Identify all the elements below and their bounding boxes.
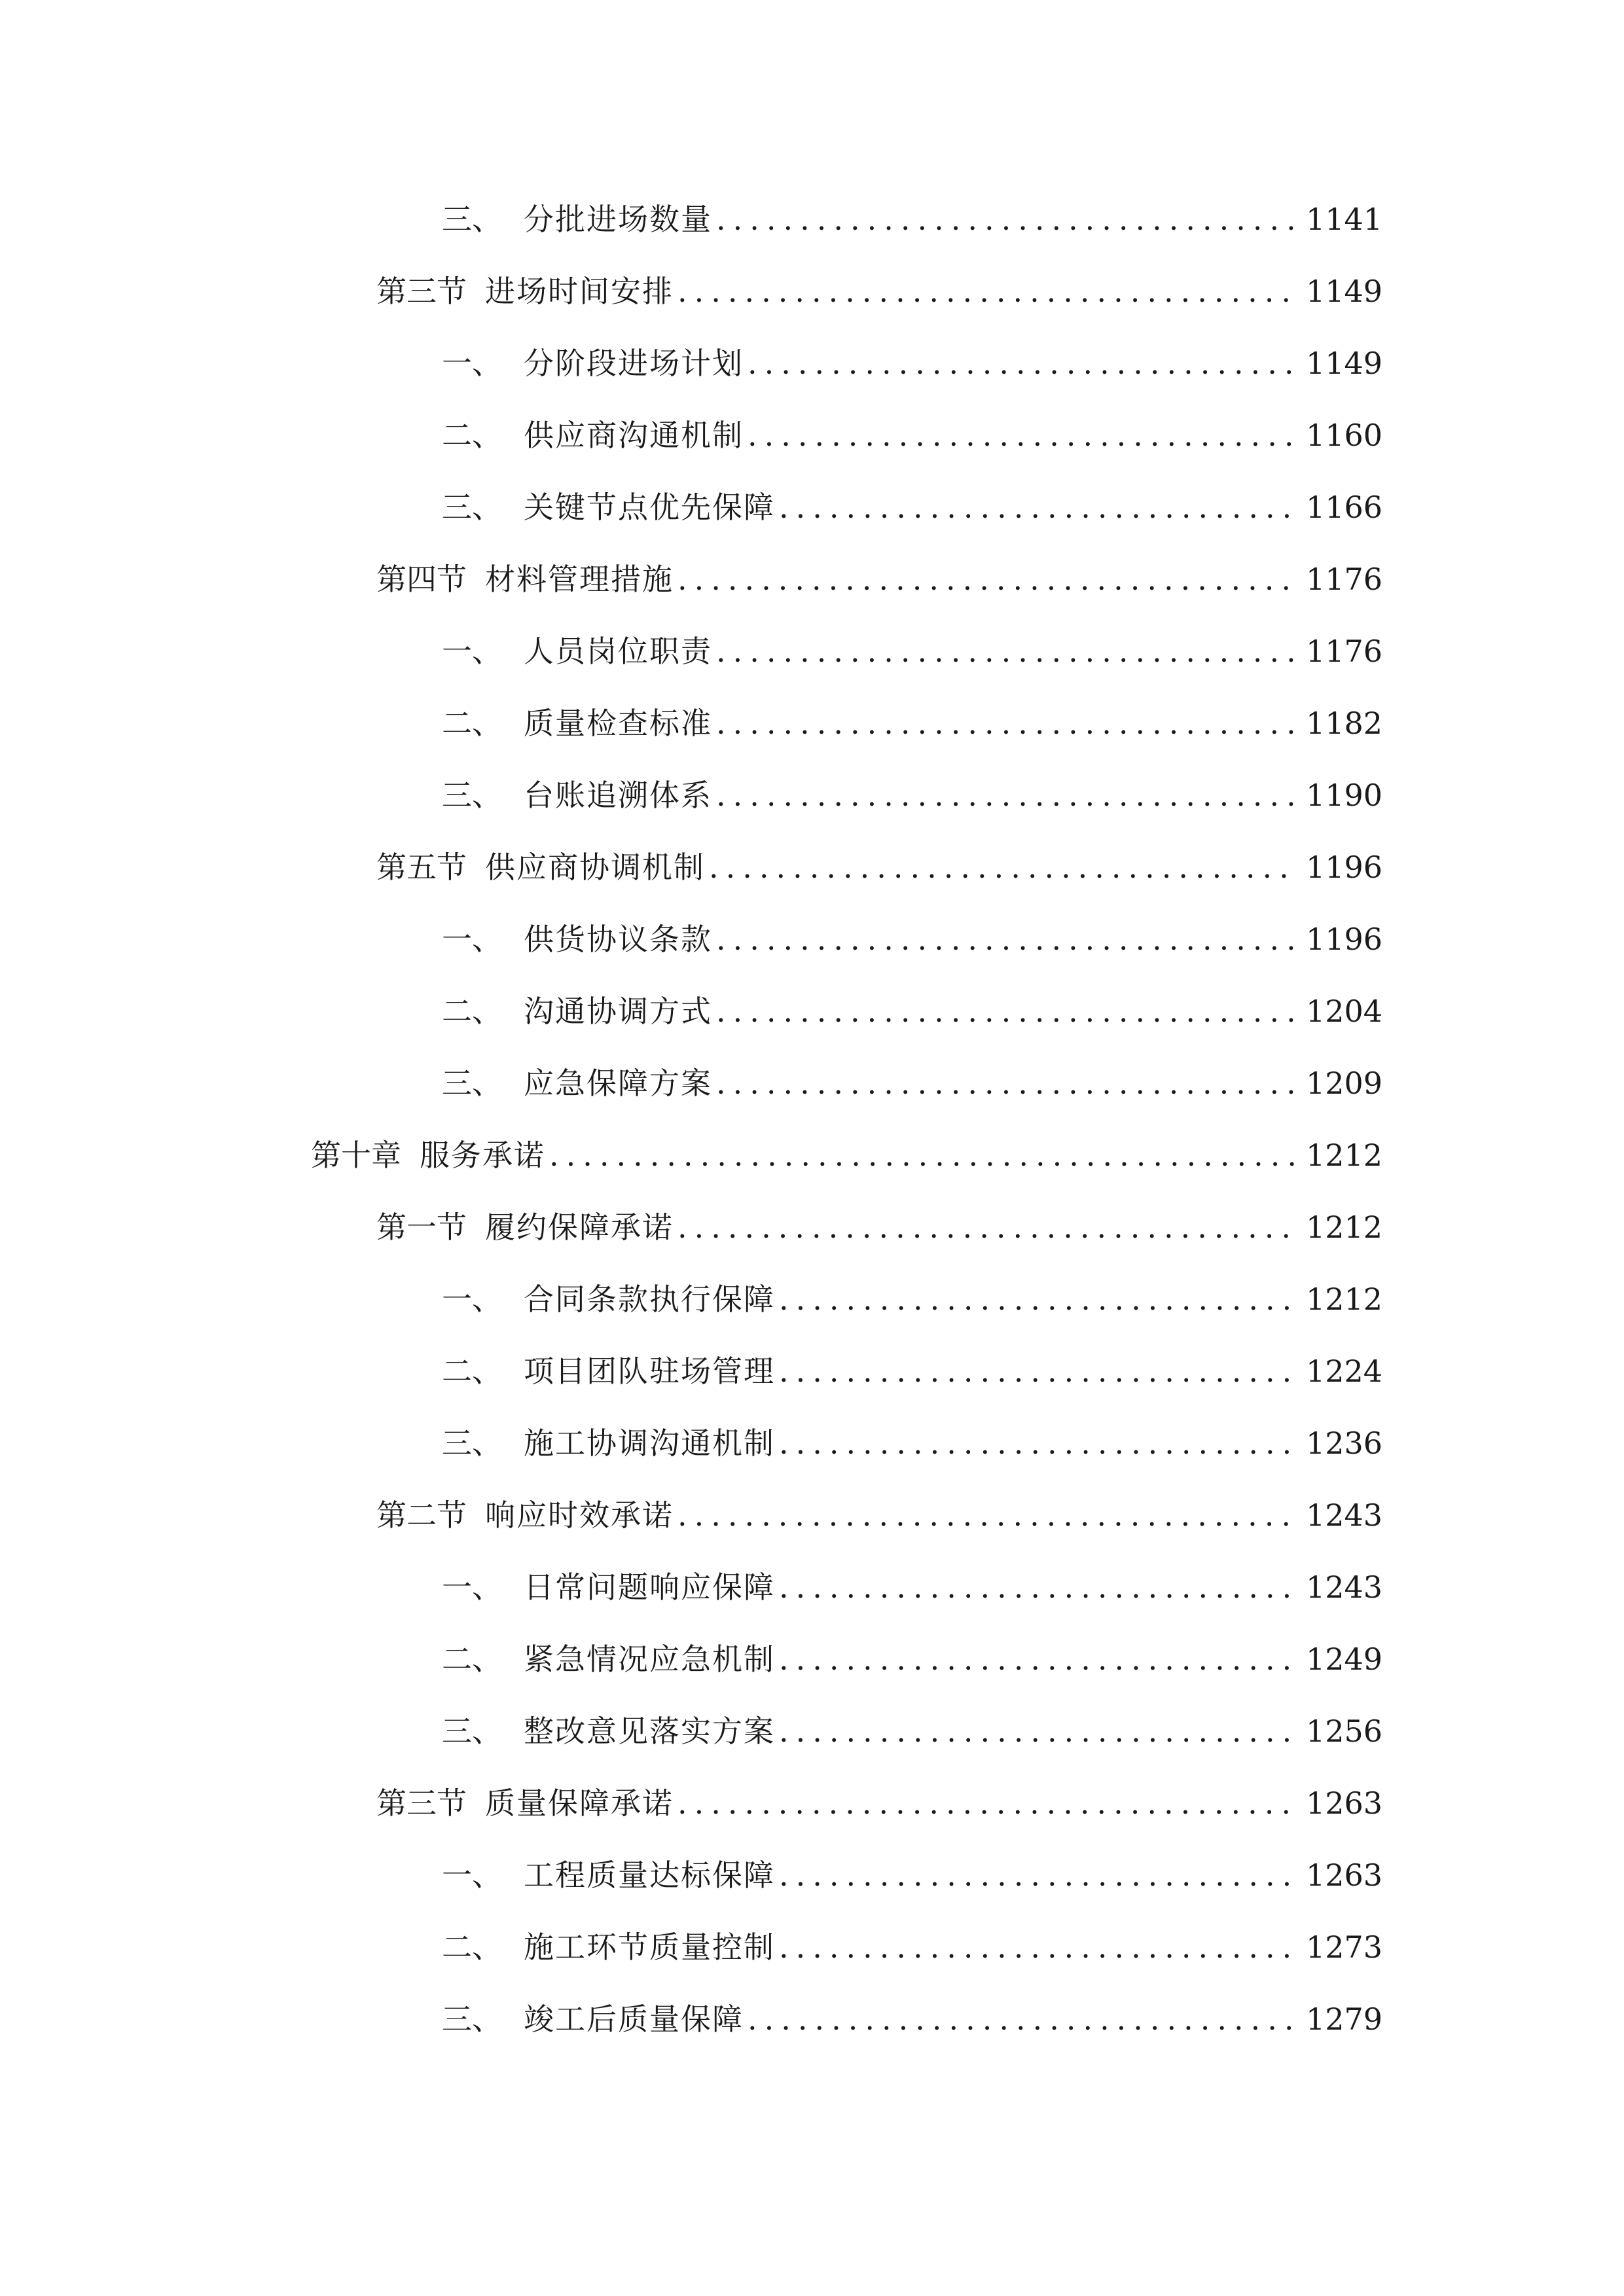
entry-title: 供应商沟通机制 (524, 418, 744, 453)
toc-entry[interactable] (442, 1928, 1383, 1967)
page-number: 1176 (1306, 562, 1383, 597)
page-number: 1212 (1306, 1138, 1383, 1173)
toc-entry[interactable] (442, 1064, 1383, 1103)
toc-entry[interactable] (376, 272, 1383, 311)
leader-dots (716, 704, 1297, 743)
toc-entry[interactable] (442, 200, 1383, 239)
entry-title: 供货协议条款 (524, 922, 712, 957)
entry-number: 二、 (442, 706, 502, 741)
entry-number: 一、 (442, 922, 502, 957)
entry-number: 第十章 (311, 1138, 401, 1173)
toc-entry[interactable] (442, 920, 1383, 959)
toc-entry[interactable] (442, 488, 1383, 527)
entry-title: 整改意见落实方案 (524, 1713, 775, 1749)
leader-dots (748, 2000, 1297, 2039)
entry-title: 应急保障方案 (524, 1066, 712, 1101)
leader-dots (779, 1352, 1297, 1391)
leader-dots (677, 272, 1297, 311)
page-number: 1209 (1306, 1066, 1383, 1101)
toc-entry[interactable] (442, 1640, 1383, 1679)
toc-entry[interactable] (442, 776, 1383, 815)
entry-title: 工程质量达标保障 (524, 1857, 775, 1893)
entry-number: 三、 (442, 1713, 502, 1749)
toc-entry[interactable] (376, 560, 1383, 599)
leader-dots (716, 200, 1297, 239)
entry-number: 第三节 (376, 274, 467, 309)
entry-title: 日常问题响应保障 (524, 1570, 775, 1605)
entry-number: 一、 (442, 1857, 502, 1893)
entry-title: 竣工后质量保障 (524, 2001, 744, 2037)
entry-title: 台账追溯体系 (524, 778, 712, 813)
toc-entry[interactable] (442, 1424, 1383, 1463)
leader-dots (779, 1568, 1297, 1607)
entry-title: 供应商协调机制 (485, 850, 705, 885)
leader-dots (716, 920, 1297, 959)
leader-dots (677, 1784, 1297, 1823)
page-number: 1249 (1306, 1641, 1383, 1677)
entry-number: 三、 (442, 2001, 502, 2037)
page-number: 1212 (1306, 1282, 1383, 1317)
leader-dots (716, 776, 1297, 815)
page-number: 1224 (1306, 1354, 1383, 1389)
leader-dots (716, 632, 1297, 671)
entry-number: 三、 (442, 1066, 502, 1101)
page-number: 1279 (1306, 2001, 1383, 2037)
entry-title: 质量保障承诺 (485, 1785, 674, 1821)
entry-title: 合同条款执行保障 (524, 1282, 775, 1317)
entry-title: 关键节点优先保障 (524, 490, 775, 525)
page-number: 1263 (1306, 1785, 1383, 1821)
toc-entry[interactable] (442, 1568, 1383, 1607)
entry-title: 施工协调沟通机制 (524, 1426, 775, 1461)
entry-number: 三、 (442, 202, 502, 237)
entry-number: 三、 (442, 778, 502, 813)
leader-dots (549, 1136, 1297, 1175)
toc-entry[interactable] (442, 992, 1383, 1031)
leader-dots (748, 416, 1297, 455)
leader-dots (779, 1424, 1297, 1463)
entry-title: 沟通协调方式 (524, 994, 712, 1029)
toc-entry[interactable] (376, 1208, 1383, 1247)
entry-number: 第三节 (376, 1785, 467, 1821)
leader-dots (677, 1496, 1297, 1535)
entry-title: 进场时间安排 (485, 274, 674, 309)
page-number: 1236 (1306, 1426, 1383, 1461)
entry-number: 二、 (442, 994, 502, 1029)
toc-entry[interactable] (311, 1136, 1383, 1175)
leader-dots (716, 992, 1297, 1031)
page-number: 1256 (1306, 1713, 1383, 1749)
entry-number: 第二节 (376, 1498, 467, 1533)
entry-title: 项目团队驻场管理 (524, 1354, 775, 1389)
toc-entry[interactable] (442, 1280, 1383, 1319)
entry-title: 质量检查标准 (524, 706, 712, 741)
page-number: 1176 (1306, 634, 1383, 669)
entry-title: 紧急情况应急机制 (524, 1641, 775, 1677)
page-number: 1273 (1306, 1929, 1383, 1965)
entry-number: 一、 (442, 346, 502, 381)
entry-number: 一、 (442, 634, 502, 669)
page-number: 1196 (1306, 850, 1383, 885)
leader-dots (709, 848, 1297, 887)
page-number: 1149 (1306, 274, 1383, 309)
toc-entry[interactable] (442, 1856, 1383, 1895)
page-number: 1190 (1306, 778, 1383, 813)
leader-dots (716, 1064, 1297, 1103)
page-number: 1160 (1306, 418, 1383, 453)
entry-title: 响应时效承诺 (485, 1498, 674, 1533)
toc-entry[interactable] (442, 344, 1383, 383)
entry-title: 施工环节质量控制 (524, 1929, 775, 1965)
toc-entry[interactable] (376, 1496, 1383, 1535)
entry-number: 二、 (442, 418, 502, 453)
leader-dots (779, 1712, 1297, 1751)
entry-number: 二、 (442, 1354, 502, 1389)
entry-number: 第一节 (376, 1210, 467, 1245)
toc-entry[interactable] (376, 848, 1383, 887)
entry-number: 二、 (442, 1641, 502, 1677)
toc-entry[interactable] (442, 704, 1383, 743)
leader-dots (779, 1640, 1297, 1679)
page-number: 1182 (1306, 706, 1383, 741)
page-number: 1141 (1306, 202, 1383, 237)
leader-dots (677, 560, 1297, 599)
page-number: 1243 (1306, 1498, 1383, 1533)
toc-entry[interactable] (442, 416, 1383, 455)
entry-number: 一、 (442, 1570, 502, 1605)
entry-number: 三、 (442, 1426, 502, 1461)
entry-number: 第四节 (376, 562, 467, 597)
toc-entry[interactable] (442, 632, 1383, 671)
entry-title: 履约保障承诺 (485, 1210, 674, 1245)
leader-dots (779, 1280, 1297, 1319)
entry-title: 材料管理措施 (485, 562, 674, 597)
leader-dots (779, 488, 1297, 527)
toc-entry[interactable] (442, 1352, 1383, 1391)
page-number: 1196 (1306, 922, 1383, 957)
page-number: 1212 (1306, 1210, 1383, 1245)
leader-dots (779, 1856, 1297, 1895)
page-number: 1263 (1306, 1857, 1383, 1893)
toc-entry[interactable] (442, 2000, 1383, 2039)
entry-title: 分阶段进场计划 (524, 346, 744, 381)
entry-title: 服务承诺 (420, 1138, 545, 1173)
entry-number: 第五节 (376, 850, 467, 885)
leader-dots (677, 1208, 1297, 1247)
toc-entry[interactable] (376, 1784, 1383, 1823)
leader-dots (779, 1928, 1297, 1967)
leader-dots (748, 344, 1297, 383)
entry-number: 三、 (442, 490, 502, 525)
toc-entry[interactable] (442, 1712, 1383, 1751)
page-number: 1149 (1306, 346, 1383, 381)
entry-title: 人员岗位职责 (524, 634, 712, 669)
entry-title: 分批进场数量 (524, 202, 712, 237)
entry-number: 一、 (442, 1282, 502, 1317)
entry-number: 二、 (442, 1929, 502, 1965)
page-number: 1204 (1306, 994, 1383, 1029)
page-number: 1243 (1306, 1570, 1383, 1605)
page-number: 1166 (1306, 490, 1383, 525)
